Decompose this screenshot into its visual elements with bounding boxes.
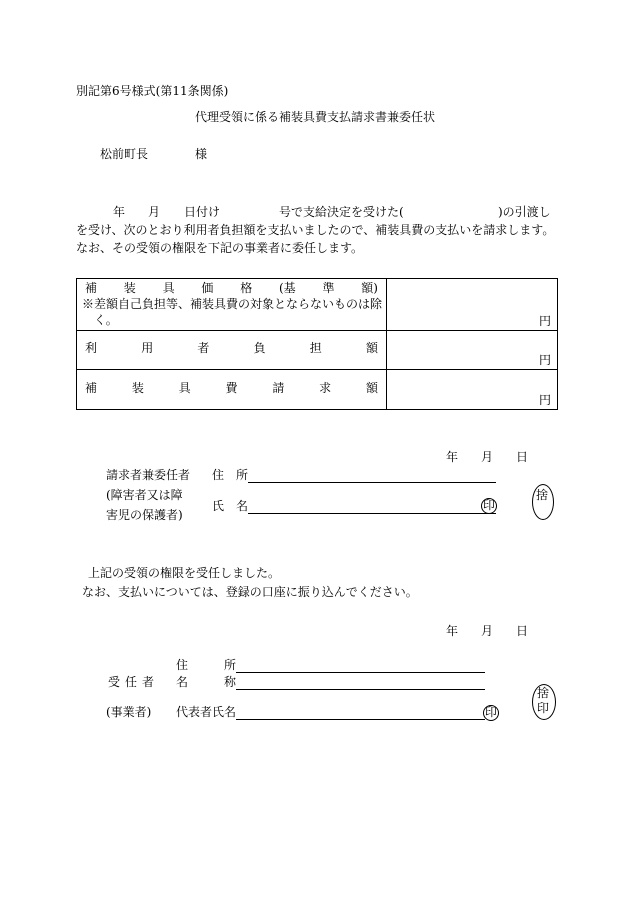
agent-seal-mark: 印: [485, 705, 498, 719]
agent-date-month: 月: [481, 624, 494, 638]
claim-amount-label-cell: [77, 370, 387, 410]
claimant-date-month: 月: [481, 450, 494, 464]
claim-amount-label: 補 装 具 費 請 求 額: [85, 381, 378, 395]
agent-role-1: 受: [108, 675, 121, 689]
claimant-role-note: (障害者又は障: [106, 488, 183, 502]
claimant-address-line: [248, 482, 496, 483]
agent-date-day: 日: [516, 624, 529, 638]
agent-name-label-2: 称: [224, 675, 237, 689]
body-month: 月: [148, 205, 161, 219]
form-title: 代理受領に係る補装具費支払請求書兼委任状: [195, 110, 436, 124]
body-line-3: なお、その受領の権限を下記の事業者に委任します。: [76, 241, 364, 255]
device-price-label-cell: [77, 279, 387, 331]
claimant-seal-omit-mark: 捨: [536, 488, 549, 502]
agent-rep-line: [236, 719, 485, 720]
claimant-role: 請求者兼委任者: [106, 468, 191, 482]
claimant-date-year: 年: [446, 450, 459, 464]
user-burden-unit: 円: [538, 353, 551, 367]
agent-role-note: (事業者): [106, 705, 152, 719]
table-row-device-price: [77, 279, 558, 331]
device-price-unit: 円: [538, 314, 551, 328]
agent-address-label-2: 所: [224, 658, 237, 672]
claimant-address-label-2: 所: [236, 468, 249, 482]
agent-address-line: [236, 672, 485, 673]
claim-amount-value-cell: [387, 370, 558, 410]
user-burden-label: 利 用 者 負 担 額: [85, 341, 378, 355]
claimant-date-day: 日: [516, 450, 529, 464]
acceptance-line-2: なお、支払いについては、登録の口座に振り込んでください。: [82, 585, 418, 599]
body-delivery: )の引渡し: [498, 205, 551, 219]
body-year: 年: [113, 205, 126, 219]
acceptance-line-1: 上記の受領の権限を受任しました。: [88, 566, 281, 580]
agent-name-line: [236, 689, 485, 690]
user-burden-value-cell: [387, 331, 558, 370]
claimant-name-label-1: 氏: [212, 499, 225, 513]
claimant-name-label-2: 名: [236, 499, 249, 513]
agent-seal-omit-mark-1: 捨: [537, 686, 550, 700]
claimant-seal-mark: 印: [483, 498, 496, 512]
claim-amount-unit: 円: [538, 393, 551, 407]
body-decision: 号で支給決定を受けた(: [279, 205, 404, 219]
amount-table: [76, 278, 558, 410]
form-number: 別記第6号様式(第11条関係): [76, 84, 229, 98]
table-row-user-burden: [77, 331, 558, 370]
user-burden-label-cell: [77, 331, 387, 370]
agent-role-3: 者: [142, 675, 155, 689]
device-price-value-cell: [387, 279, 558, 331]
body-date-suffix: 日付け: [184, 205, 221, 219]
body-line-2: を受け、次のとおり利用者負担額を支払いましたので、補装具費の支払いを請求します。: [76, 223, 555, 237]
claimant-name-line: [248, 513, 496, 514]
claimant-address-label-1: 住: [212, 468, 225, 482]
addressee-name: 松前町長: [100, 147, 149, 161]
device-price-label: 補 装 具 価 格 (基 準 額): [85, 281, 378, 295]
agent-seal-omit-mark-2: 印: [537, 701, 550, 715]
device-price-note: ※差額自己負担等、補装具費の対象とならないものは除: [82, 297, 383, 311]
device-price-note-cont: く。: [94, 313, 118, 327]
agent-date-year: 年: [446, 624, 459, 638]
table-row-claim-amount: [77, 370, 558, 410]
addressee-honorific: 様: [195, 147, 208, 161]
agent-rep-label: 代表者氏名: [176, 705, 237, 719]
claimant-role-note-cont: 害児の保護者): [106, 508, 183, 522]
agent-address-label-1: 住: [176, 658, 189, 672]
agent-name-label-1: 名: [176, 675, 189, 689]
agent-role-2: 任: [125, 675, 138, 689]
